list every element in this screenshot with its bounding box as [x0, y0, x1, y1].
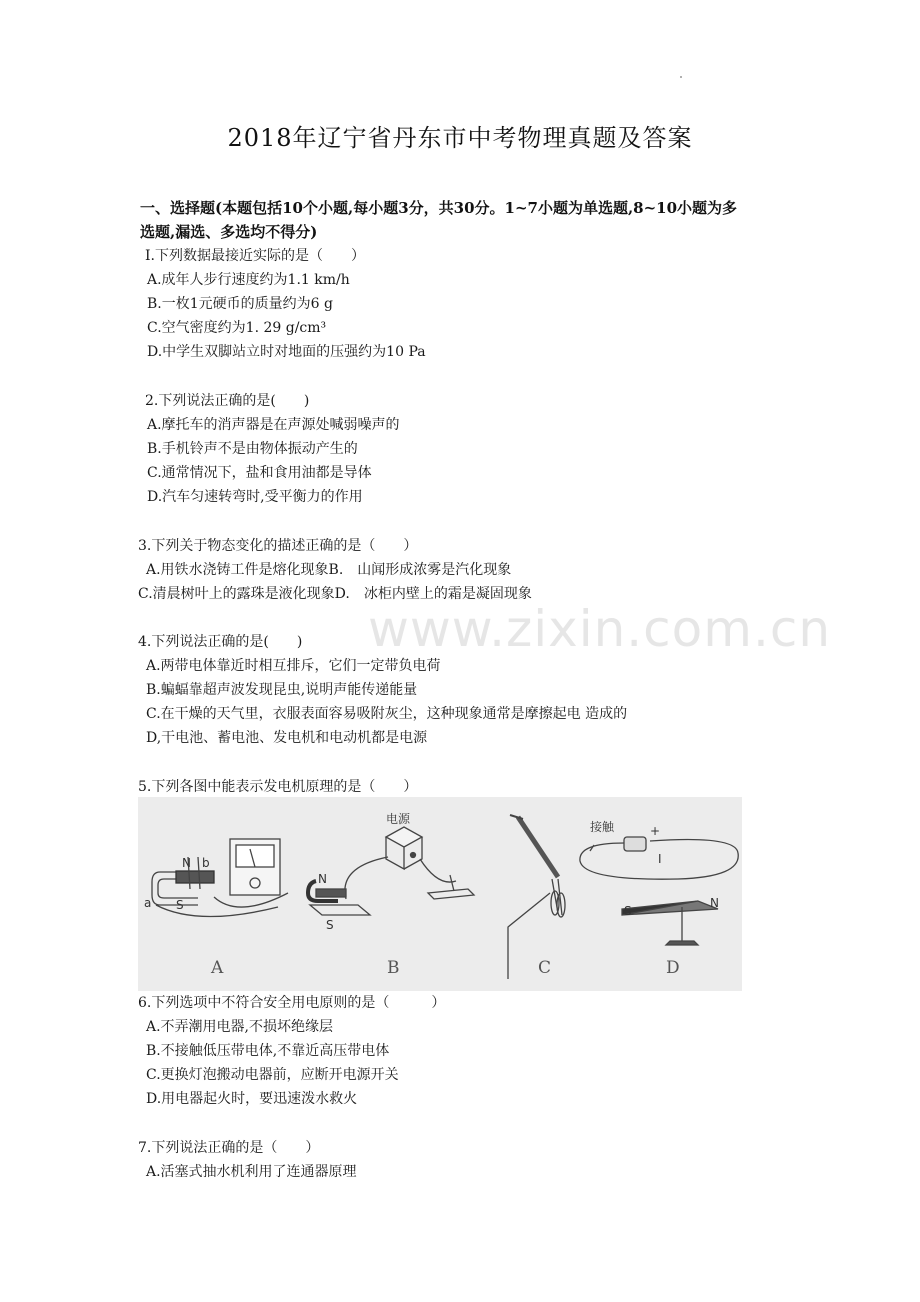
diagram-b-n: N [318, 872, 327, 886]
diagram-d-contact: 接触 [590, 820, 615, 834]
option-c: C.通常情况下，盐和食用油都是导体 [147, 465, 372, 481]
question-stem: 2.下列说法正确的是( ) [145, 393, 310, 409]
speck [680, 76, 682, 78]
question-5 [138, 775, 798, 799]
watermark: www.zixin.com.cn [368, 600, 832, 658]
question-stem: 6.下列选项中不符合安全用电原则的是（ ） [138, 995, 446, 1011]
figure-label-c: C [538, 958, 552, 978]
option-c: C.空气密度约为1. 29 g/cm³ [147, 320, 327, 336]
option-a: A.成年人步行速度约为1.1 km/h [147, 272, 350, 288]
question-stem: 4.下列说法正确的是( ) [138, 634, 303, 650]
question-stem: 3.下列关于物态变化的描述正确的是（ ） [138, 538, 418, 554]
option-d: D.中学生双脚站立时对地面的压强约为10 Pa [147, 344, 426, 360]
diagram-d-plus: + [650, 824, 661, 838]
question-3 [138, 534, 798, 606]
question-stem: 5.下列各图中能表示发电机原理的是（ ） [138, 779, 418, 795]
page-title: 2018年辽宁省丹东市中考物理真题及答案 [227, 124, 693, 152]
option-a: A.活塞式抽水机利用了连通器原理 [146, 1164, 357, 1180]
figure-label-d: D [666, 958, 680, 978]
diagram-a [152, 839, 288, 917]
diagram-a-a: a [144, 896, 152, 910]
diagram-d-n: N [710, 896, 719, 910]
figure-label-a: A [211, 958, 224, 978]
diagram-b-s: S [326, 918, 334, 932]
option-b: B.手机铃声不是由物体振动产生的 [147, 441, 358, 457]
option-a: A.摩托车的消声器是在声源处喊弱噪声的 [147, 417, 400, 433]
diagram-b [308, 827, 474, 915]
option-ab: A.用铁水浇铸工件是熔化现象B. 山闻形成浓雾是汽化现象 [146, 562, 512, 578]
option-b: B.一枚1元硬币的质量约为6 g [147, 296, 333, 312]
option-d: D.用电器起火时，要迅速泼水救火 [146, 1091, 358, 1107]
diagram-a-n: N [182, 856, 191, 870]
section-heading [140, 196, 790, 244]
option-c: C.更换灯泡搬动电器前，应断开电源开关 [146, 1067, 399, 1083]
option-cd: C.清晨树叶上的露珠是液化现象D. 冰柜内壁上的霜是凝固现象 [138, 586, 532, 602]
figure-label-b: B [387, 958, 400, 978]
option-d: D.汽车匀速转弯时,受平衡力的作用 [147, 489, 363, 505]
option-b: B.不接触低压带电体,不靠近高压带电体 [146, 1043, 390, 1059]
option-b: B.蝙蝠靠超声波发现昆虫,说明声能传递能量 [146, 682, 418, 698]
section-heading-line-1: 一、选择题(本题包括10个小题,每小题3分，共30分。1~7小题为单选题,8~10小题为多 [140, 199, 738, 217]
question-5-figure [138, 797, 742, 991]
diagram-b-power: 电源 [386, 812, 411, 826]
question-stem: 7.下列说法正确的是（ ） [138, 1140, 320, 1156]
option-a: A.不弄潮用电器,不损坏绝缘层 [146, 1019, 334, 1035]
option-c: C.在干燥的天气里，衣服表面容易吸附灰尘，这种现象通常是摩擦起电 造成的 [146, 706, 628, 722]
question-stem: I.下列数据最接近实际的是（ ） [145, 248, 365, 264]
question-1 [145, 244, 805, 364]
question-7 [138, 1136, 798, 1184]
diagram-c [508, 815, 565, 979]
section-heading-line-2: 选题,漏选、多选均不得分) [140, 223, 318, 241]
diagram-a-s: S [176, 898, 184, 912]
diagram-d-current: I [658, 852, 662, 866]
physics-diagrams [138, 797, 742, 991]
option-a: A.两带电体靠近时相互排斥，它们一定带负电荷 [146, 658, 441, 674]
diagram-d-s: S [624, 904, 632, 918]
question-6 [138, 991, 798, 1111]
diagram-a-b: b [202, 856, 210, 870]
question-2 [145, 389, 805, 509]
option-d: D,干电池、蓄电池、发电机和电动机都是电源 [146, 730, 428, 746]
question-4 [138, 630, 798, 750]
